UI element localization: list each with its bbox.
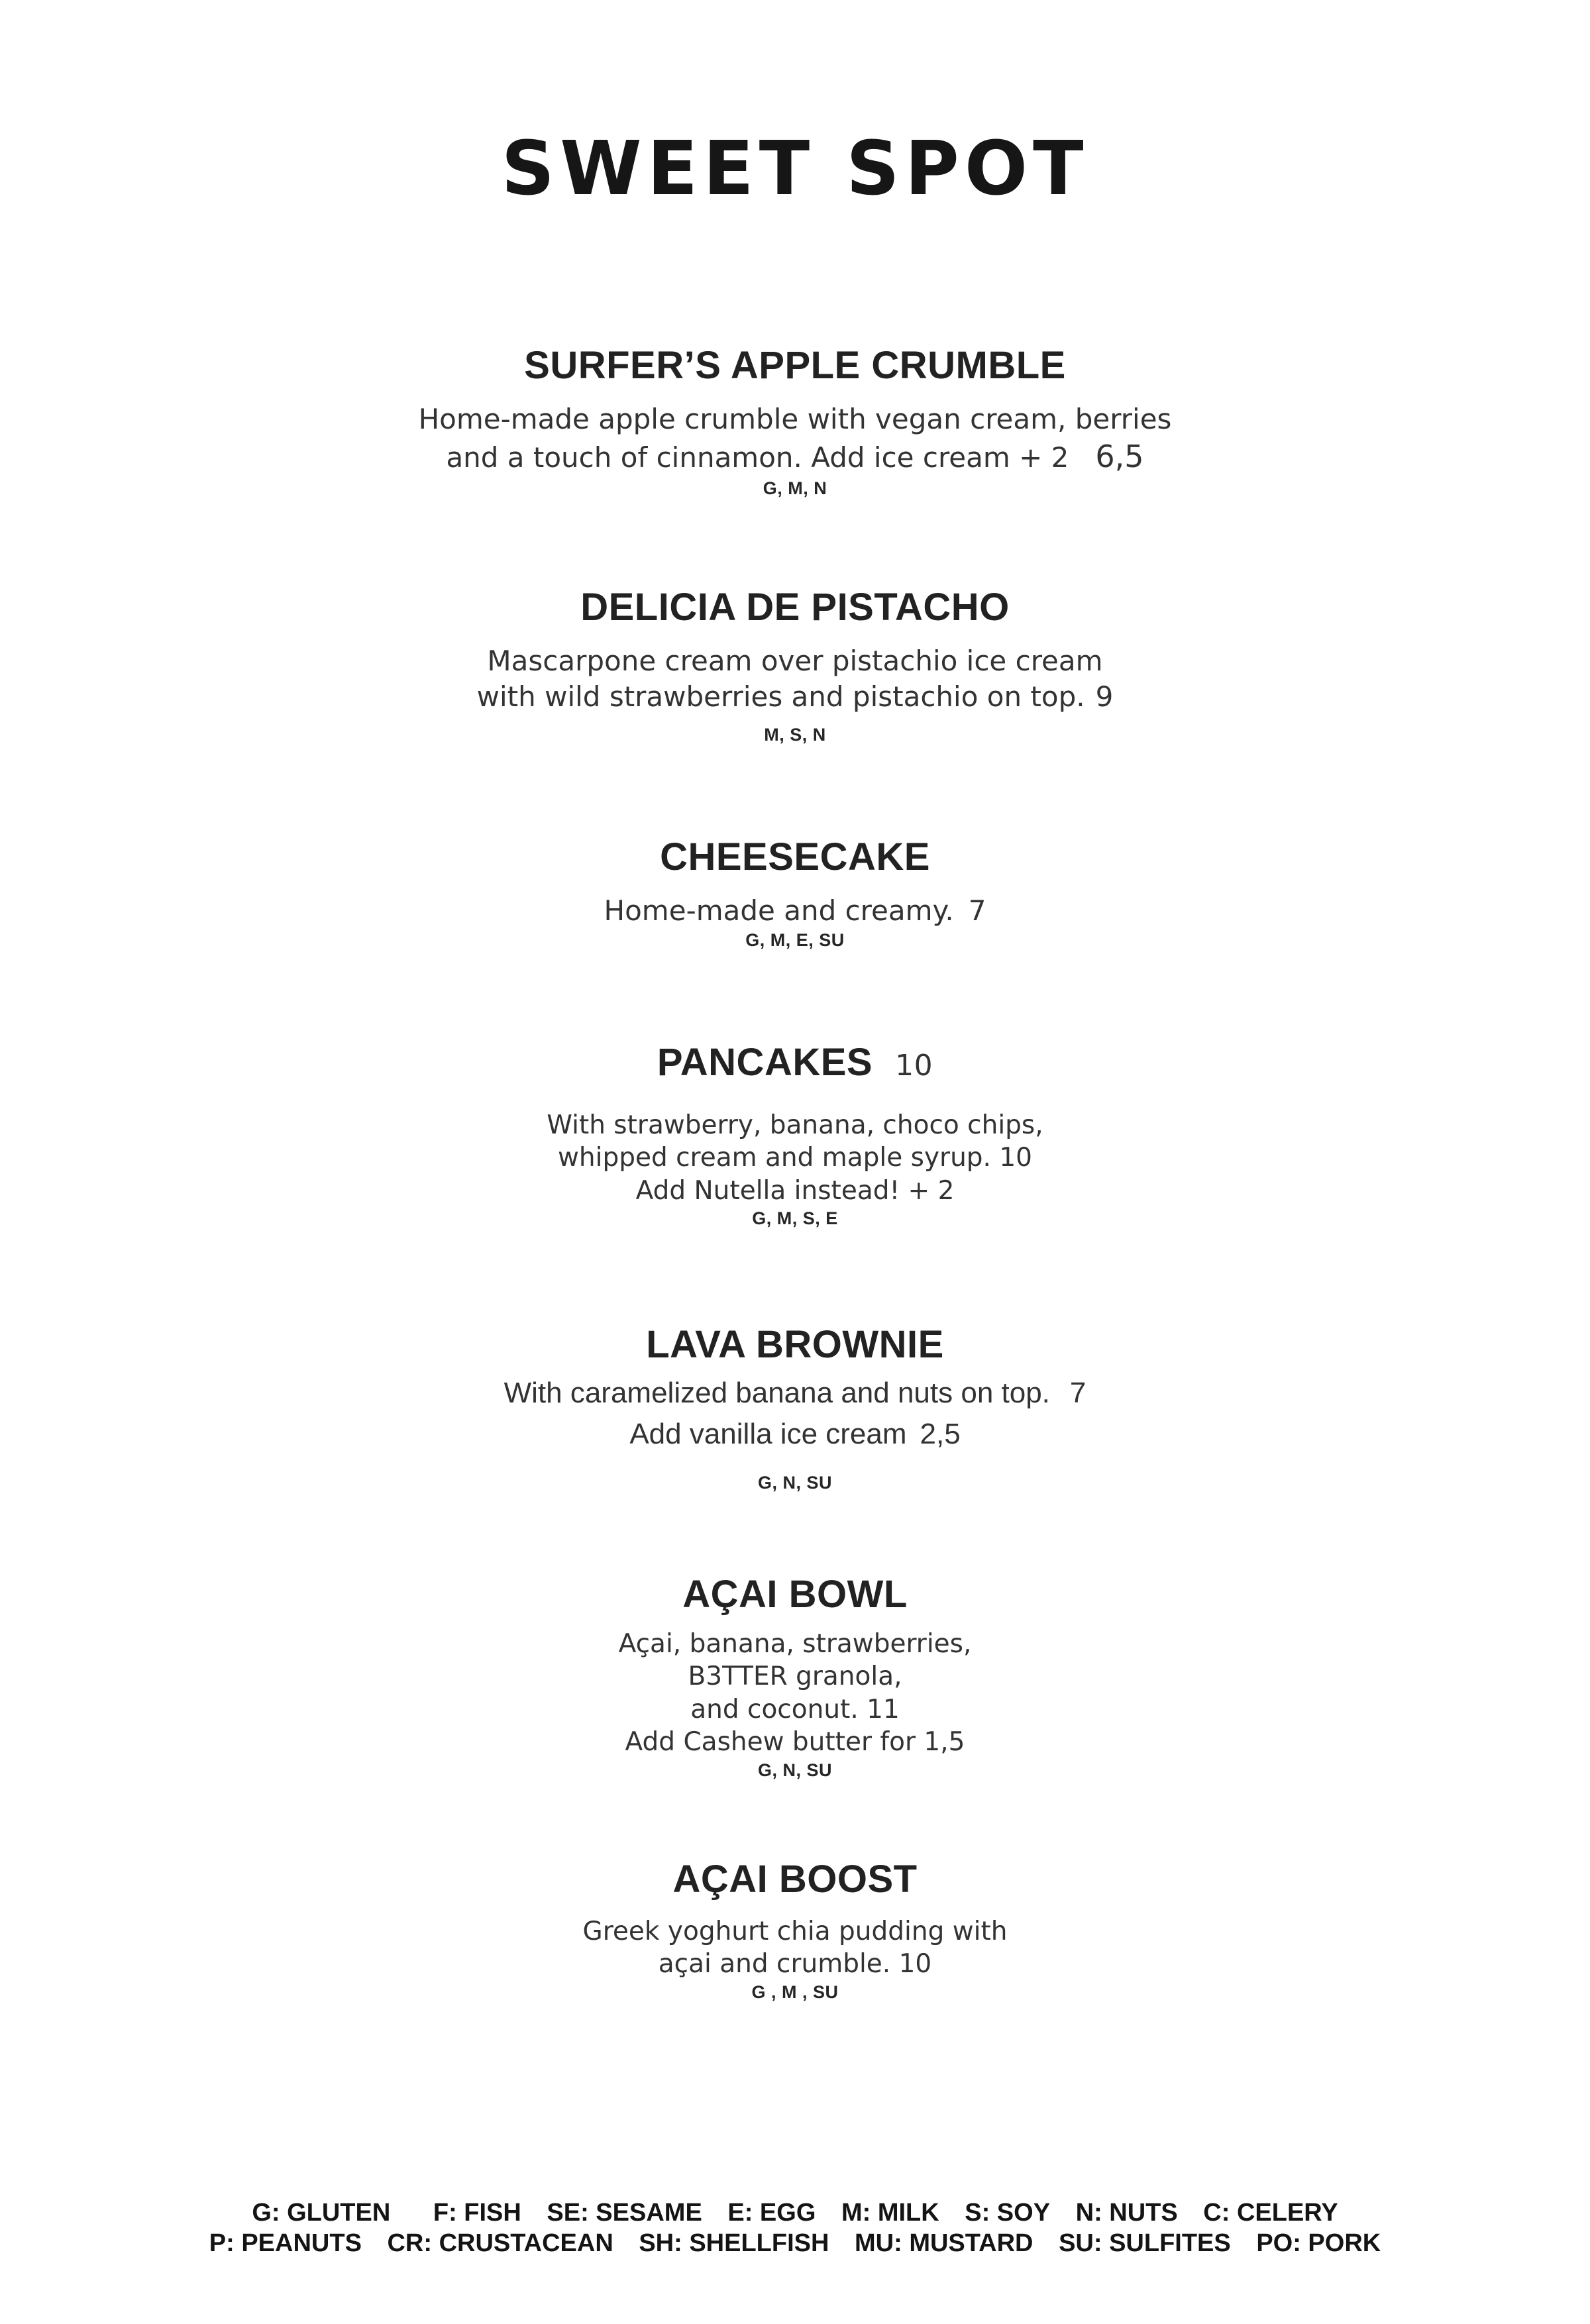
item-name: SURFER’S APPLE CRUMBLE [524,344,1066,387]
item-description [0,1628,1590,1759]
legend-entry: M: MILK [841,2199,939,2227]
allergen-codes: G, M, S, E [752,1208,838,1229]
description-line [0,679,1590,715]
description-text: Home-made and creamy. [604,894,954,927]
item-description [0,1373,1590,1455]
item-description [0,401,1590,477]
description-text: With caramelized banana and nuts on top. [504,1376,1050,1409]
description-text: and a touch of cinnamon. Add ice cream + 2 [446,441,1069,474]
item-description [0,893,1590,929]
item-name: LAVA BROWNIE [646,1323,944,1366]
allergen-legend [0,2198,1590,2258]
description-line: Mascarpone cream over pistachio ice cream [487,644,1103,677]
allergen-codes: G, N, SU [757,1472,832,1493]
legend-row-2 [0,2229,1590,2259]
legend-entry: S: SOY [965,2199,1051,2227]
description-line: Add Nutella instead! + 2 [635,1175,955,1206]
item-description [0,1915,1590,1981]
legend-entry: SE: SESAME [547,2199,702,2227]
item-description [0,1109,1590,1208]
item-name: AÇAI BOOST [672,1858,918,1901]
allergen-codes: M, S, N [764,724,826,745]
legend-entry: C: CELERY [1203,2199,1338,2227]
description-line [0,437,1590,477]
item-name-row [0,1041,1590,1084]
legend-entry: PO: PORK [1256,2229,1381,2257]
legend-entry: P: PEANUTS [209,2229,362,2257]
description-line: Add Cashew butter for 1,5 [625,1727,965,1758]
description-line: whipped cream and maple syrup. 10 [558,1143,1032,1173]
allergen-codes: G, M, E, SU [745,930,845,951]
description-line [0,1373,1590,1414]
description-line [0,893,1590,929]
item-name: CHEESECAKE [660,835,930,878]
menu-item-pancakes [0,1041,1590,1229]
allergen-codes: G , M , SU [751,1981,839,2002]
description-line: and coconut. 11 [690,1694,900,1724]
description-text: with wild strawberries and pistachio on top. [476,680,1085,713]
legend-entry: SH: SHELLFISH [639,2229,829,2257]
item-name: AÇAI BOWL [682,1573,908,1616]
legend-row-1 [0,2198,1590,2229]
description-text: Add vanilla ice cream [629,1418,907,1451]
description-line: B3TTER granola, [688,1662,902,1692]
description-line: Açai, banana, strawberries, [618,1628,972,1659]
menu-item-apple-crumble [0,344,1590,499]
menu-item-cheesecake [0,836,1590,951]
menu-item-delicia-de-pistacho [0,586,1590,745]
item-price: 7 [968,894,986,927]
menu-item-acai-bowl [0,1573,1590,1781]
description-line: açai and crumble. 10 [658,1949,932,1980]
item-name: DELICIA DE PISTACHO [580,586,1010,629]
description-line: With strawberry, banana, choco chips, [547,1110,1043,1140]
description-line: Greek yoghurt chia pudding with [582,1916,1008,1946]
legend-entry: MU: MUSTARD [855,2229,1034,2257]
description-line: Home-made apple crumble with vegan cream, berries [418,402,1172,435]
menu-item-acai-boost [0,1858,1590,2003]
addon-price: 2,5 [920,1418,961,1451]
legend-entry: F: FISH [433,2199,521,2227]
item-price: 9 [1095,680,1114,713]
legend-entry: SU: SULFITES [1059,2229,1231,2257]
legend-entry: E: EGG [727,2199,816,2227]
item-description [0,643,1590,715]
legend-entry: N: NUTS [1075,2199,1178,2227]
item-price: 10 [895,1049,933,1083]
legend-entry: G: GLUTEN [252,2199,391,2227]
allergen-codes: G, M, N [763,478,827,499]
menu-item-lava-brownie [0,1324,1590,1493]
description-line [0,1414,1590,1455]
legend-entry: CR: CRUSTACEAN [387,2229,613,2257]
item-name: PANCAKES [657,1041,873,1084]
item-price: 6,5 [1095,439,1144,475]
menu-title: SWEET SPOT [501,126,1089,212]
item-price: 7 [1069,1376,1086,1409]
allergen-codes: G, N, SU [757,1760,832,1780]
